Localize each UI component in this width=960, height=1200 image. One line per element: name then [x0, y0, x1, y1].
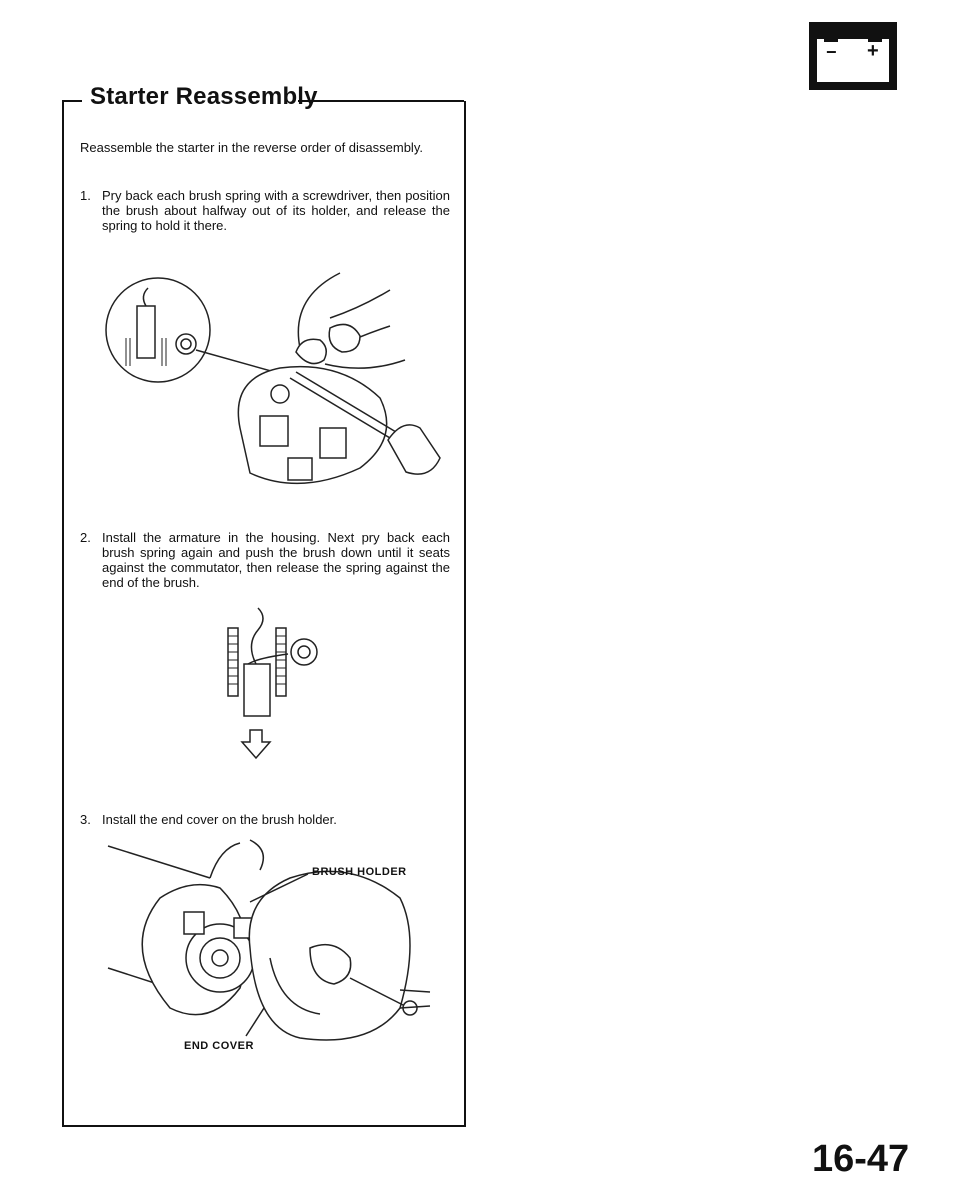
intro-paragraph: Reassemble the starter in the reverse order of disassembly. — [80, 140, 423, 155]
title-rule-left — [62, 100, 82, 102]
battery-plus-sign: + — [867, 40, 879, 62]
step-3 — [80, 812, 450, 827]
brush-holder-label: BRUSH HOLDER — [312, 866, 407, 878]
step-2 — [80, 530, 450, 590]
battery-minus-sign: − — [826, 42, 837, 62]
title-rule-right — [298, 100, 464, 102]
page-number: 16-47 — [812, 1138, 910, 1180]
battery-section-icon — [809, 22, 897, 90]
step-3-number: 3. — [80, 812, 91, 827]
push-down-arrow — [242, 730, 270, 758]
section-title: Starter Reassembly — [90, 83, 318, 110]
step-1-number: 1. — [80, 188, 91, 203]
end-cover-label: END COVER — [184, 1040, 254, 1052]
magnified-inset — [106, 278, 210, 382]
figure-2-brush-seating — [220, 606, 340, 762]
step-1-text: Pry back each brush spring with a screwdriver, then position the brush about halfway out of its holder, and release the spring to hold it there. — [102, 188, 450, 233]
step-1 — [80, 188, 450, 233]
figure-1-brush-spring-screwdriver — [100, 268, 440, 508]
step-2-text: Install the armature in the housing. Next pry back each brush spring again and push the brush down until it seats against the commutator, then release the spring against the end of the brush. — [102, 530, 450, 590]
step-2-number: 2. — [80, 530, 91, 545]
step-3-text: Install the end cover on the brush holder. — [102, 812, 337, 827]
